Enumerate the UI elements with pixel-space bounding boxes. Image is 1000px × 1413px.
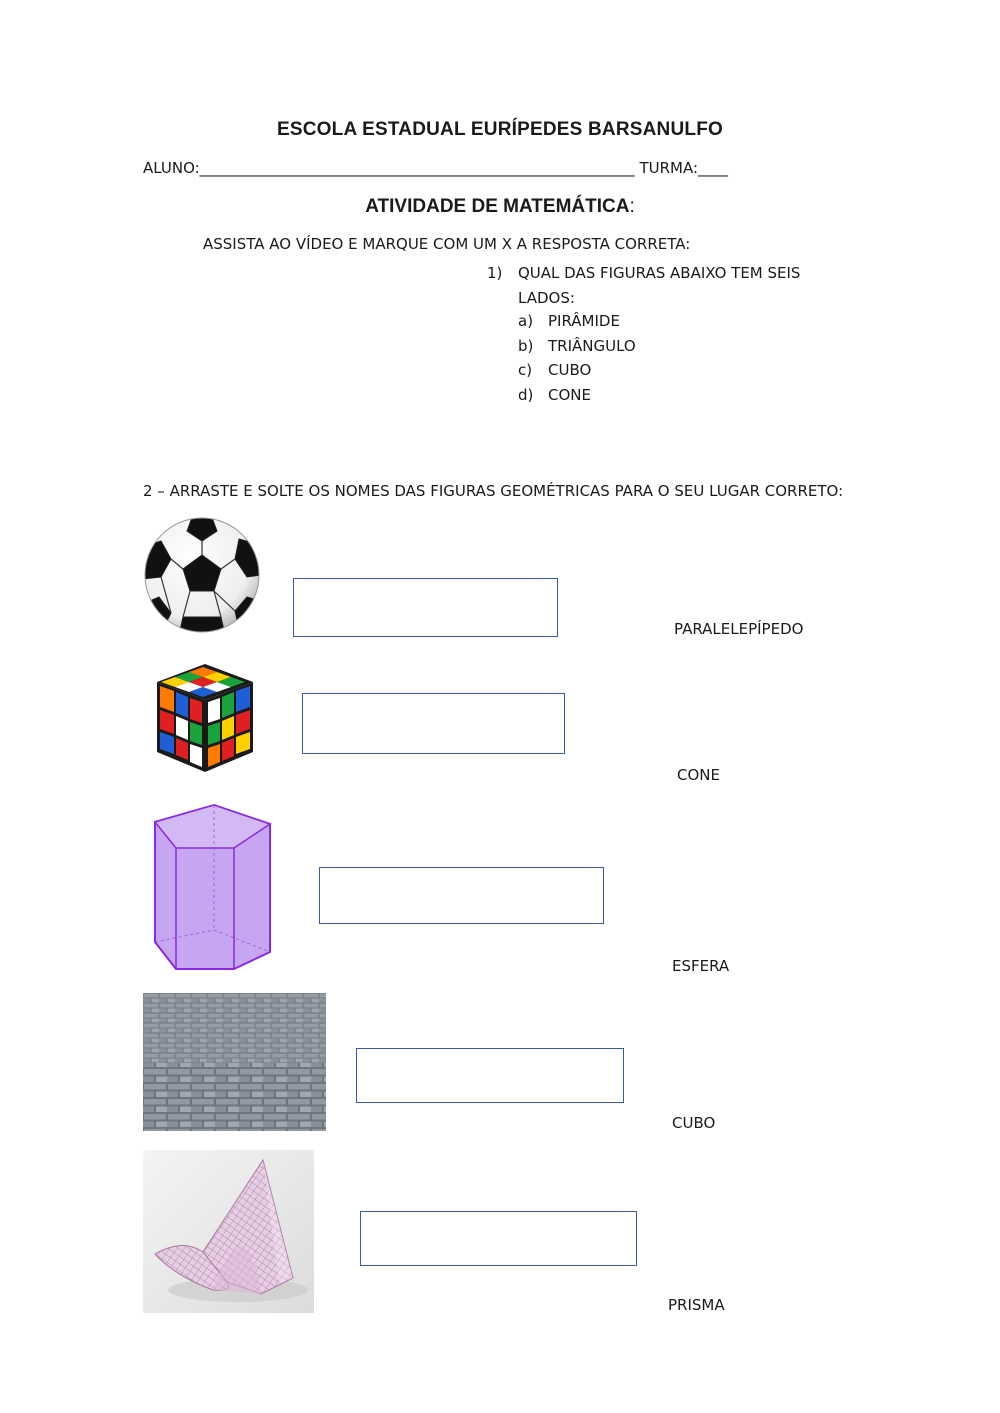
aluno-label: ALUNO: [143,159,200,177]
option-letter: a) [518,312,534,330]
question-1 [487,261,800,310]
turma-label: TURMA: [639,159,699,177]
option-text: CUBO [548,361,592,379]
turma-field[interactable]: ____ [698,159,729,177]
student-line [143,159,728,177]
drop-box-1[interactable] [293,578,558,637]
question-1-text-line1: QUAL DAS FIGURAS ABAIXO TEM SEIS [518,264,801,282]
aluno-name-field[interactable]: __________________________________________________________ [199,159,635,177]
option-b[interactable] [518,334,636,359]
option-d[interactable] [518,383,636,408]
school-name: ESCOLA ESTADUAL EURÍPEDES BARSANULFO [277,119,723,140]
option-c[interactable] [518,358,636,383]
drop-box-4[interactable] [356,1048,624,1103]
word-cone[interactable]: CONE [677,766,720,784]
question-1-options [518,309,636,407]
activity-title-text: ATIVIDADE DE MATEMÁTICA [365,196,630,217]
option-letter: d) [518,385,534,404]
instruction-text: ASSISTA AO VÍDEO E MARQUE COM UM X A RESPOSTA CORRETA: [203,235,691,253]
question-1-number: 1) [487,264,503,282]
drop-box-3[interactable] [319,867,604,924]
option-text: PIRÂMIDE [548,312,620,330]
option-letter: c) [518,361,533,379]
activity-title-colon: : [629,196,635,217]
drop-box-2[interactable] [302,693,565,754]
activity-title [0,196,1000,218]
cobblestone-pavement-image [143,993,326,1131]
soccer-ball-image [143,517,261,633]
word-paralelepipedo[interactable]: PARALELEPÍPEDO [674,620,804,638]
word-cubo[interactable]: CUBO [672,1114,716,1132]
paper-cone-image [143,1150,314,1313]
hexagonal-prism-image [152,802,274,972]
option-text: CONE [548,385,591,404]
option-text: TRIÂNGULO [548,336,636,355]
question-1-text-line2: LADOS: [518,288,575,307]
word-prisma[interactable]: PRISMA [668,1296,725,1314]
drop-box-5[interactable] [360,1211,637,1266]
word-esfera[interactable]: ESFERA [672,957,730,975]
question-2-text: 2 – ARRASTE E SOLTE OS NOMES DAS FIGURAS GEOMÉTRICAS PARA O SEU LUGAR CORRETO: [143,482,844,500]
option-a[interactable] [518,309,636,334]
rubiks-cube-image [151,662,259,774]
option-letter: b) [518,336,534,355]
